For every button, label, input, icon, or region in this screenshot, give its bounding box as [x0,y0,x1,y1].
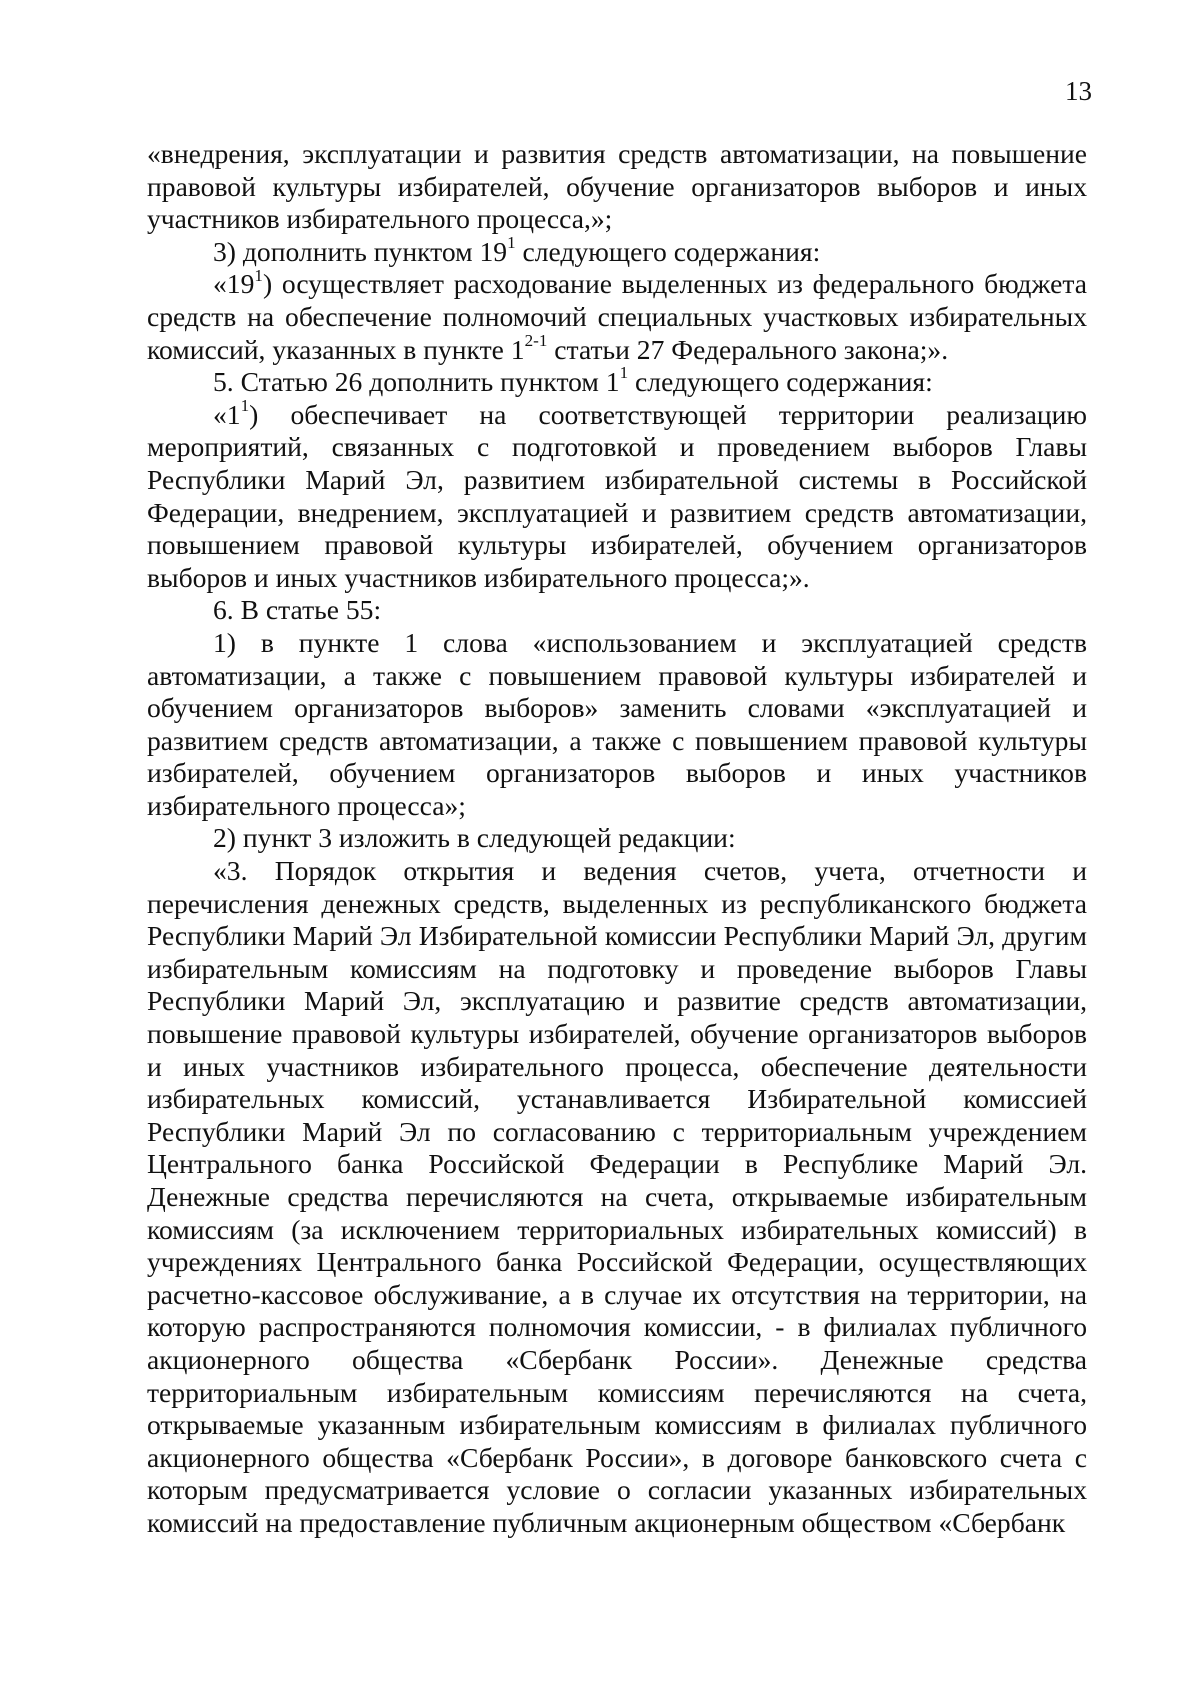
paragraph-point-1-1: «$1^1$) обеспечивает на соответствующей территории реализацию мероприятий, связанных с подготовкой и проведением выборов Главы Республики Марий Эл, развитием избирательной системы в Российской Федерации, внедрением, эксплуатацией и развитием средств автоматизации, повышением правовой культуры избирателей, обучением организаторов выборов и иных участников избирательного процесса;». [147,396,1087,593]
superscript: 1 [240,396,250,415]
superscript: 1 [619,363,629,383]
paragraph-point-19-1: «$19^1$) осуществляет расходование выделенных из федерального бюджета средств на обеспечение полномочий специальных участковых избирательных комиссий, указанных в пункте 1$^{2-1}$ статьи 27 Федерального закона;». [147,265,1087,365]
paragraph-article-55: 6. В статье 55: [213,594,382,626]
paragraph-continuation: «внедрения, эксплуатации и развития средств автоматизации, на повышение правовой культуры избирателей, обучение организаторов выборов и иных участников избирательного процесса,»; [147,138,1087,235]
page-number: 13 [1065,76,1092,106]
superscript: 1 [254,265,263,285]
paragraph-article-26: 5. Статью 26 дополнить пунктом $1^1$ следующего содержания: [213,363,933,398]
superscript: 2-1 [524,330,548,350]
paragraph-item-3: 3) дополнить пунктом $19^1$ следующего содержания: [213,233,821,267]
paragraph-item-1: 1) в пункте 1 слова «использованием и эксплуатацией средств автоматизации, а также с повышением правовой культуры избирателей и обучением организаторов выборов» заменить словами «эксплуатацией и развитием средств автоматизации, а также с повышением правовой культуры избирателей, обучением организаторов выборов и иных участников избирательного процесса»; [147,626,1087,821]
paragraph-item-2: 2) пункт 3 изложить в следующей редакции: [213,822,736,854]
superscript: 1 [507,233,516,253]
paragraph-point-3: «3. Порядок открытия и ведения счетов, учета, отчетности и перечисления денежных средств, выделенных из республиканского бюджета Республики Марий Эл Избирательной комиссии Республики Марий Эл, другим избирательным комиссиям на подготовку и проведение выборов Главы Республики Марий Эл, эксплуатацию и развитие средств автоматизации, повышение правовой культуры избирателей, обучение организаторов выборов и иных участников избирательного процесса, обеспечение деятельности избирательных комиссий, устанавливается Избирательной комиссией Республики Марий Эл по согласованию с территориальным учреждением Центрального банка Российской Федерации в Республике Марий Эл. Денежные средства перечисляются на счета, открываемые избирательным комиссиям (за исключением территориальных избирательных комиссий) в учреждениях Центрального банка Российской Федерации, осуществляющих расчетно-кассовое обслуживание, а в случае их отсутствия на территории, на которую распространяются полномочия комиссии, - в филиалах публичного акционерного общества «Сбербанк России». Денежные средства территориальным избирательным комиссиям перечисляются на счета, открываемые указанным избирательным комиссиям в филиалах публичного акционерного общества «Сбербанк России», в договоре банковского счета с которым предусматривается условие о согласии указанных избирательных комиссий на предоставление публичным акционерным обществом «Сбербанк [147,855,1087,1538]
document-body [147,138,1087,1540]
